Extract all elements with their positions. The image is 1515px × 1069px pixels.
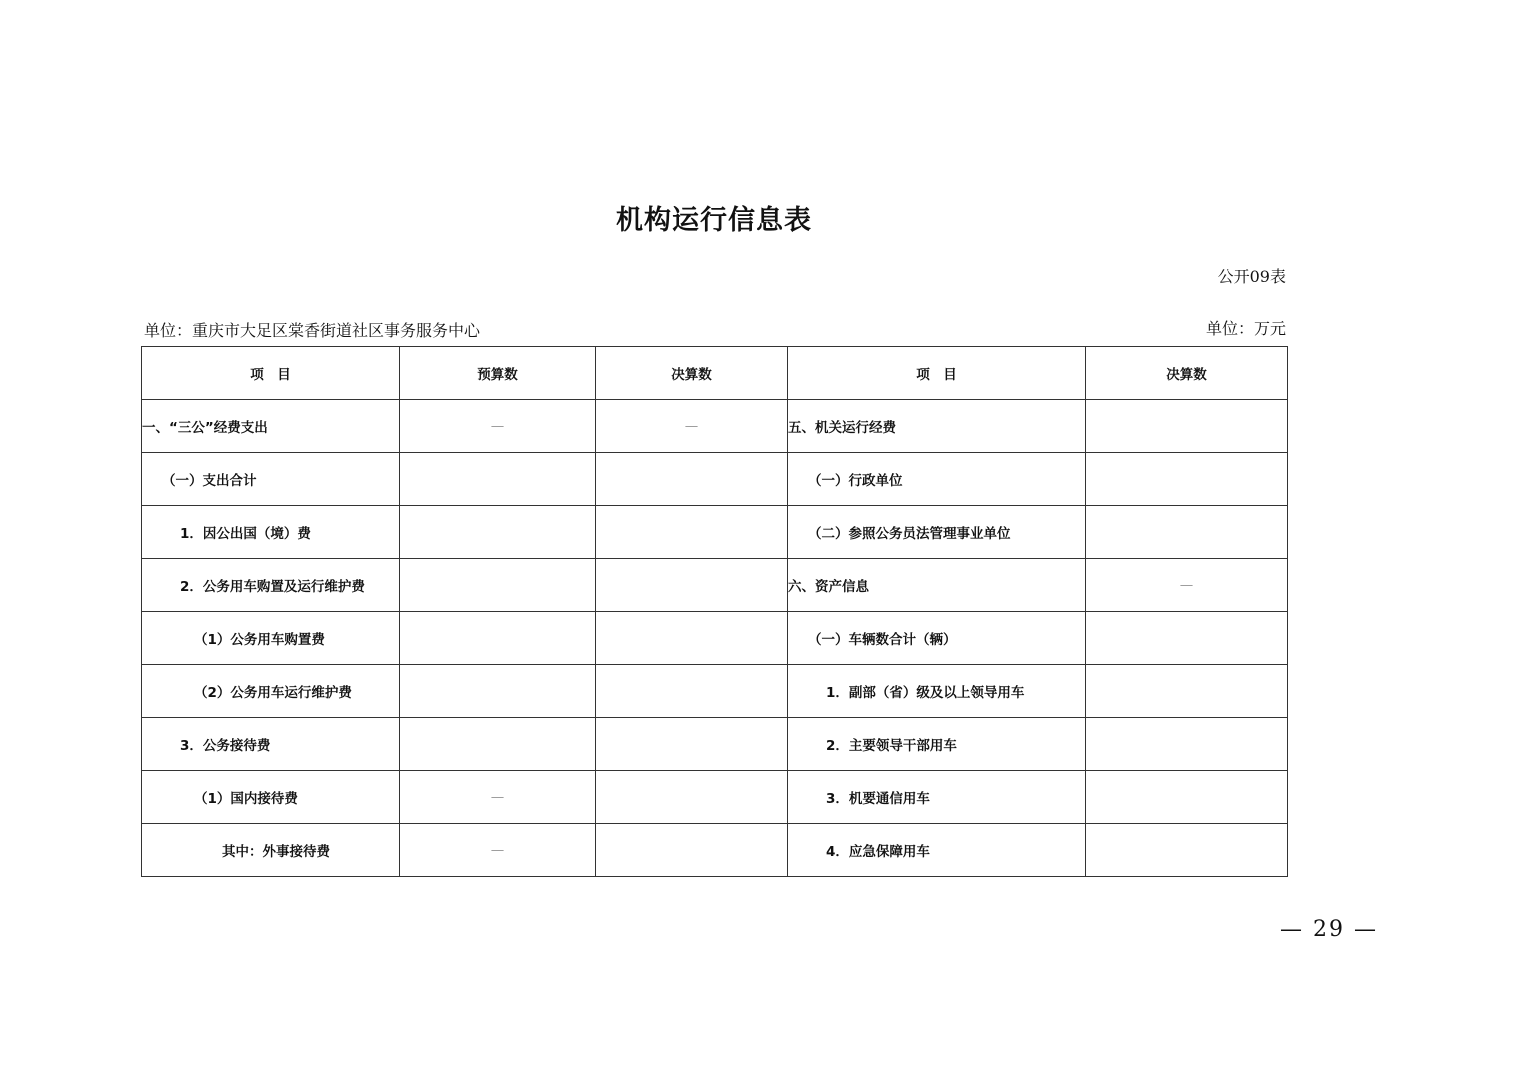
table-row (142, 718, 1288, 771)
row-item-left: 一、“三公”经费支出 (142, 400, 400, 453)
row-item-right: （一）行政单位 (788, 453, 1086, 506)
header-final-right: 决算数 (1086, 347, 1288, 400)
row-final (596, 665, 788, 718)
row-budget (400, 506, 596, 559)
row-final-right (1086, 718, 1288, 771)
row-budget (400, 612, 596, 665)
row-item-right: （一）车辆数合计（辆） (788, 612, 1086, 665)
table-header-row (142, 347, 1288, 400)
row-budget: — (400, 400, 596, 453)
table-row (142, 559, 1288, 612)
row-final-right (1086, 824, 1288, 877)
table-row (142, 771, 1288, 824)
row-budget: — (400, 824, 596, 877)
row-final-right: — (1086, 559, 1288, 612)
header-item: 项 目 (142, 347, 400, 400)
organization-unit: 单位：重庆市大足区棠香街道社区事务服务中心 (144, 321, 481, 340)
table-row (142, 612, 1288, 665)
table-row (142, 400, 1288, 453)
row-budget: — (400, 771, 596, 824)
row-item-right: 1．副部（省）级及以上领导用车 (788, 665, 1086, 718)
row-budget (400, 665, 596, 718)
row-final (596, 771, 788, 824)
row-final-right (1086, 771, 1288, 824)
row-item-left: 其中：外事接待费 (142, 824, 400, 877)
row-final (596, 559, 788, 612)
row-final (596, 612, 788, 665)
row-item-right: （二）参照公务员法管理事业单位 (788, 506, 1086, 559)
row-item-left: 2．公务用车购置及运行维护费 (142, 559, 400, 612)
table-row (142, 665, 1288, 718)
row-final-right (1086, 506, 1288, 559)
page-title: 机构运行信息表 (616, 205, 812, 236)
row-final (596, 824, 788, 877)
table-row (142, 506, 1288, 559)
row-item-left: （一）支出合计 (142, 453, 400, 506)
header-budget: 预算数 (400, 347, 596, 400)
row-final-right (1086, 453, 1288, 506)
row-budget (400, 718, 596, 771)
row-final-right (1086, 400, 1288, 453)
header-item-right: 项 目 (788, 347, 1086, 400)
row-item-left: （1）国内接待费 (142, 771, 400, 824)
row-item-left: （2）公务用车运行维护费 (142, 665, 400, 718)
row-item-right: 3．机要通信用车 (788, 771, 1086, 824)
row-budget (400, 453, 596, 506)
row-final-right (1086, 612, 1288, 665)
row-item-right: 六、资产信息 (788, 559, 1086, 612)
row-final-right (1086, 665, 1288, 718)
row-final (596, 506, 788, 559)
row-item-right: 五、机关运行经费 (788, 400, 1086, 453)
operation-info-table (141, 346, 1288, 877)
row-item-left: 3．公务接待费 (142, 718, 400, 771)
row-final (596, 718, 788, 771)
header-final: 决算数 (596, 347, 788, 400)
form-number: 公开09表 (1217, 267, 1286, 286)
row-item-left: （1）公务用车购置费 (142, 612, 400, 665)
row-item-right: 2．主要领导干部用车 (788, 718, 1086, 771)
row-budget (400, 559, 596, 612)
table-row (142, 824, 1288, 877)
row-final (596, 453, 788, 506)
page-number: — 29 — (1280, 917, 1378, 942)
currency-unit: 单位：万元 (1205, 319, 1286, 338)
table-row (142, 453, 1288, 506)
row-item-right: 4．应急保障用车 (788, 824, 1086, 877)
row-final: — (596, 400, 788, 453)
row-item-left: 1．因公出国（境）费 (142, 506, 400, 559)
